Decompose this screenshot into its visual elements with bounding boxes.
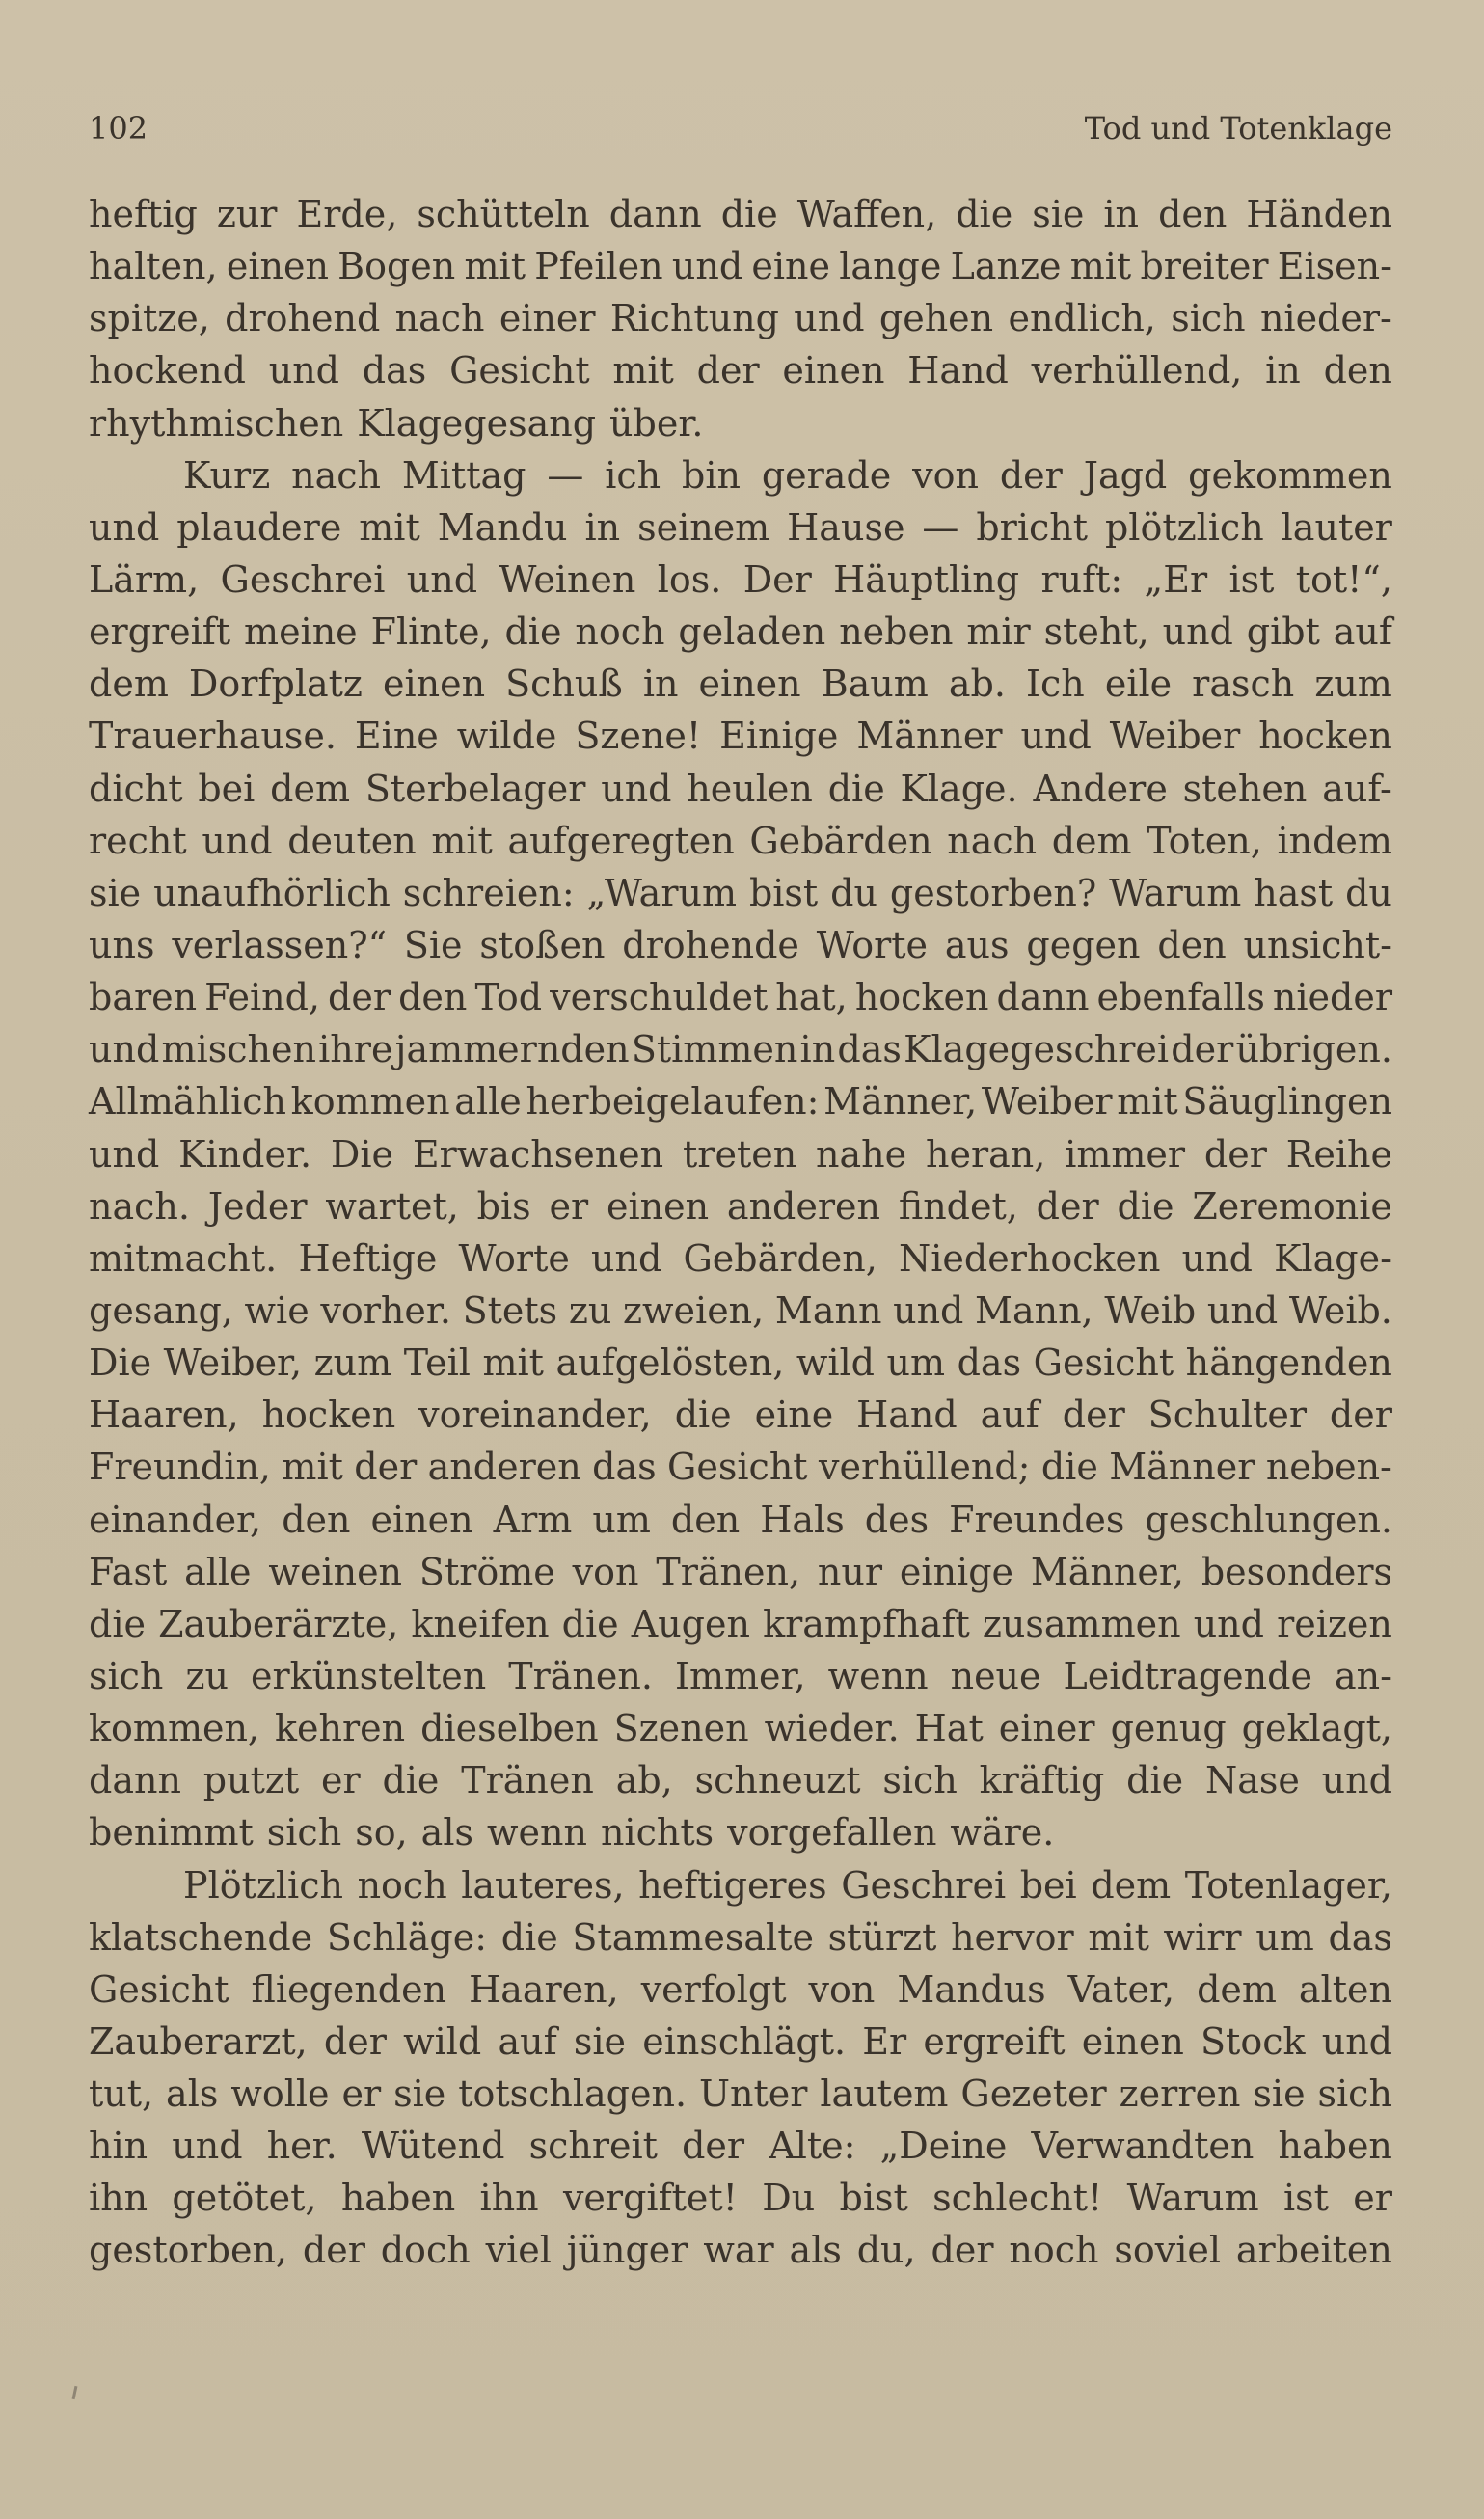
text-line: Haaren, hocken voreinander, die eine Hand auf der Schulter der xyxy=(89,1394,1392,1437)
text-line: Freundin, mit der anderen das Gesicht verhüllend; die Männer neben- xyxy=(89,1446,1392,1489)
text-line: hockend und das Gesicht mit der einen Hand verhüllend, in den xyxy=(89,349,1392,393)
text-line: baren Feind, der den Tod verschuldet hat, hocken dann ebenfalls nieder xyxy=(89,976,1392,1019)
text-line: rhythmischen Klagegesang über. xyxy=(89,401,704,445)
text-line: tut, als wolle er sie totschlagen. Unter lautem Gezeter zerren sie sich xyxy=(89,2072,1392,2116)
text-line: heftig zur Erde, schütteln dann die Waffen, die sie in den Händen xyxy=(89,193,1392,235)
text-line: Plötzlich noch lauteres, heftigeres Geschrei bei dem Totenlager, xyxy=(183,1863,1392,1907)
text-line: dann putzt er die Tränen ab, schneuzt sich kräftig die Nase und xyxy=(89,1759,1392,1802)
text-line: Fast alle weinen Ströme von Tränen, nur einige Männer, besonders xyxy=(89,1550,1392,1593)
text-line: Trauerhause. Eine wilde Szene! Einige Männer und Weiber hocken xyxy=(89,715,1392,758)
running-title: Tod und Totenklage xyxy=(1084,110,1392,147)
text-line: benimmt sich so, als wenn nichts vorgefallen wäre. xyxy=(89,1811,1055,1855)
body-text xyxy=(89,188,1392,2277)
text-line: gesang, wie vorher. Stets zu zweien, Mann und Mann, Weib und Weib. xyxy=(89,1288,1392,1332)
text-line: Zauberarzt, der wild auf sie einschlägt. Er ergreift einen Stock und xyxy=(89,2019,1392,2063)
text-line: und mischen ihre jammernden Stimmen in das Klagegeschrei der übrigen. xyxy=(89,1028,1392,1071)
text-line: dicht bei dem Sterbelager und heulen die Klage. Andere stehen auf- xyxy=(89,767,1392,810)
text-line: mitmacht. Heftige Worte und Gebärden, Niederhocken und Klage- xyxy=(89,1236,1392,1280)
text-line: nach. Jeder wartet, bis er einen anderen findet, der die Zeremonie xyxy=(89,1184,1392,1228)
text-line: sich zu erkünstelten Tränen. Immer, wenn neue Leidtragende an- xyxy=(89,1654,1392,1697)
text-line: ihn getötet, haben ihn vergiftet! Du bist schlecht! Warum ist er xyxy=(89,2177,1392,2220)
text-line: und Kinder. Die Erwachsenen treten nahe heran, immer der Reihe xyxy=(89,1132,1392,1176)
text-line: uns verlassen?“ Sie stoßen drohende Worte aus gegen den unsicht- xyxy=(89,923,1392,966)
text-line: hin und her. Wütend schreit der Alte: „Deine Verwandten haben xyxy=(89,2125,1392,2168)
text-line: sie unaufhörlich schreien: „Warum bist du gestorben? Warum hast du xyxy=(89,871,1392,914)
text-line: dem Dorfplatz einen Schuß in einen Baum ab. Ich eile rasch zum xyxy=(89,663,1392,706)
page-number: 102 xyxy=(89,110,148,147)
text-line: Die Weiber, zum Teil mit aufgelösten, wild um das Gesicht hängenden xyxy=(89,1341,1392,1385)
text-line: recht und deuten mit aufgeregten Gebärden nach dem Toten, indem xyxy=(89,819,1392,862)
text-line: spitze, drohend nach einer Richtung und gehen endlich, sich nieder- xyxy=(89,297,1392,340)
margin-mark xyxy=(72,2386,78,2399)
text-line: Gesicht fliegenden Haaren, verfolgt von Mandus Vater, dem alten xyxy=(89,1967,1392,2011)
text-line: gestorben, der doch viel jünger war als du, der noch soviel arbeiten xyxy=(89,2229,1392,2272)
text-line: kommen, kehren dieselben Szenen wieder. Hat einer genug geklagt, xyxy=(89,1707,1392,1750)
text-line: ergreift meine Flinte, die noch geladen neben mir steht, und gibt auf xyxy=(89,610,1392,654)
text-line: die Zauberärzte, kneifen die Augen krampfhaft zusammen und reizen xyxy=(89,1602,1392,1645)
text-line: halten, einen Bogen mit Pfeilen und eine lange Lanze mit breiter Eisen- xyxy=(89,245,1392,288)
text-line: Allmählich kommen alle herbeigelaufen: Männer, Weiber mit Säuglingen xyxy=(89,1080,1392,1124)
text-line: einander, den einen Arm um den Hals des Freundes geschlungen. xyxy=(89,1498,1392,1541)
text-line: und plaudere mit Mandu in seinem Hause — bricht plötzlich lauter xyxy=(89,505,1392,549)
text-line: klatschende Schläge: die Stammesalte stürzt hervor mit wirr um das xyxy=(89,1915,1392,1959)
running-head xyxy=(89,104,1392,152)
text-line: Lärm, Geschrei und Weinen los. Der Häuptling ruft: „Er ist tot!“, xyxy=(89,557,1392,601)
text-line: Kurz nach Mittag — ich bin gerade von der Jagd gekommen xyxy=(183,453,1392,497)
